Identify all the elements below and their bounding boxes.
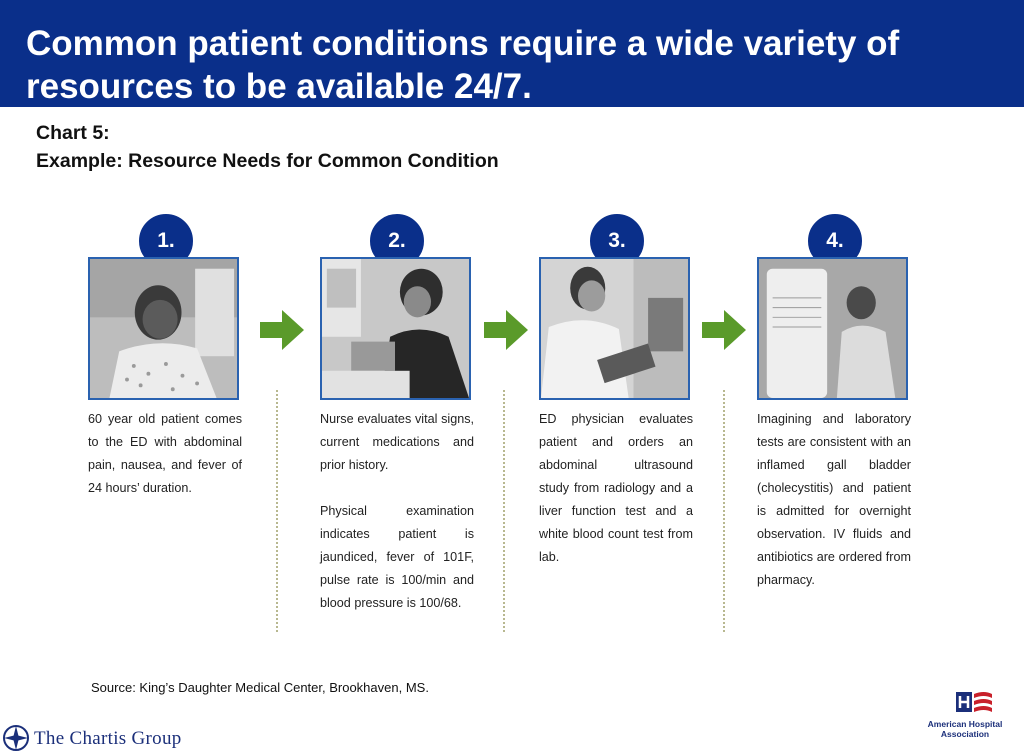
physician-photo [539,257,690,400]
chart-number: Chart 5: [36,122,110,144]
arrow-right-icon [700,306,748,354]
step-1-description [88,408,242,500]
step-4-badge: 4. [808,214,862,268]
step-2-description [320,408,474,615]
chartis-group-logo [0,722,240,754]
chartis-group-name: The Chartis Group [34,728,182,749]
chart-caption: Example: Resource Needs for Common Condition [36,150,499,172]
patient-in-bed-photo [88,257,239,400]
step-3-description [539,408,693,569]
arrow-right-icon [482,306,530,354]
nurse-photo [320,257,471,400]
aha-name: American Hospital Association [927,719,1003,739]
step-2-text-2: Physical examination indicates patient is jaundiced, fever of 101F, pulse rate is 100/min and blood pressure is 100/68. [320,504,474,610]
step-4-text: Imagining and laboratory tests are consistent with an inflamed gall bladder (cholecystitis) and patient is admitted for overnight observation. IV fluids and antibiotics are ordered from pharmacy. [757,412,911,587]
dotted-divider [276,390,278,632]
dotted-divider [503,390,505,632]
step-3-text: ED physician evaluates patient and orders an abdominal ultrasound study from radiology and a liver function test and a white blood count test from lab. [539,412,693,564]
step-4-description [757,408,911,592]
title-banner [0,0,1024,107]
iv-bag-photo [757,257,908,400]
page-title: Common patient conditions require a wide variety of resources to be available 24/7. [26,24,900,106]
source-note: Source: King’s Daughter Medical Center, Brookhaven, MS. [91,680,429,695]
compass-logo-icon [2,724,30,752]
step-1-text: 60 year old patient comes to the ED with abdominal pain, nausea, and fever of 24 hours’ duration. [88,412,242,495]
step-2-text-1: Nurse evaluates vital signs, current medications and prior history. [320,412,474,472]
step-2-badge: 2. [370,214,424,268]
arrow-right-icon [258,306,306,354]
chart-subtitle [36,119,499,175]
step-1-badge: 1. [139,214,193,268]
step-3-badge: 3. [590,214,644,268]
aha-flag-logo-icon [954,690,994,718]
dotted-divider [723,390,725,632]
